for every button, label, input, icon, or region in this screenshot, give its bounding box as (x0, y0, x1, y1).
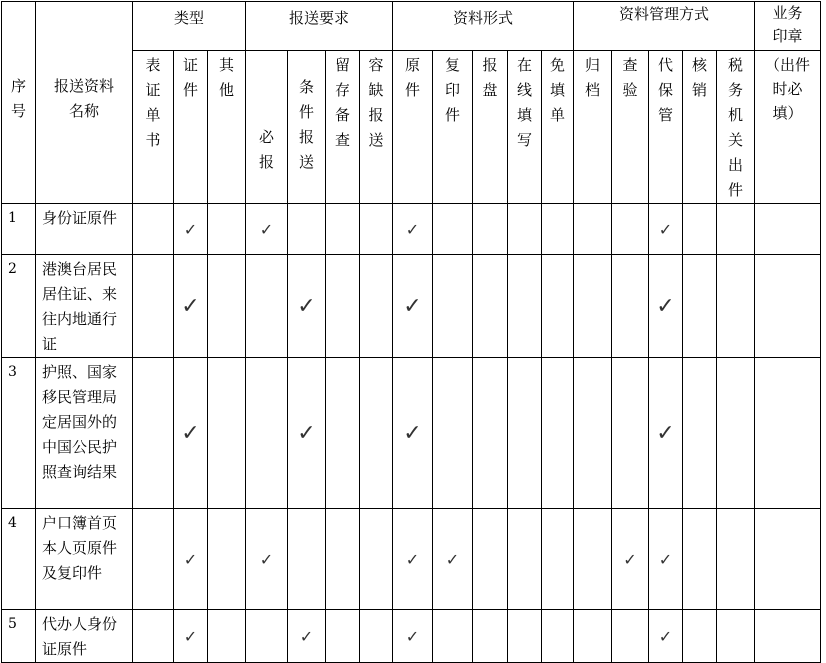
row-material-name: 港澳台居民居住证、来往内地通行证 (36, 255, 133, 358)
row-seq: 3 (2, 358, 36, 509)
check-cell (360, 509, 393, 610)
check-mark-icon: ✓ (656, 293, 675, 319)
check-cell (133, 204, 174, 255)
header-col-certificate: 证件 (174, 51, 208, 204)
header-col-custody: 代保管 (649, 51, 683, 204)
header-col-conditional: 条件报送 (288, 51, 326, 204)
header-col-form: 表证单书 (133, 51, 174, 204)
table-row (2, 255, 821, 358)
check-cell (542, 358, 574, 509)
check-mark-icon: ✓ (405, 549, 420, 569)
row-seq: 1 (2, 204, 36, 255)
check-cell (174, 358, 208, 509)
check-mark-icon: ✓ (403, 293, 422, 319)
header-col-verify: 查验 (612, 51, 649, 204)
check-cell (174, 610, 208, 663)
check-cell (360, 358, 393, 509)
check-cell (326, 610, 360, 663)
check-cell (208, 610, 246, 663)
check-cell (542, 509, 574, 610)
check-cell (393, 509, 433, 610)
check-cell (393, 358, 433, 509)
check-cell (133, 509, 174, 610)
check-cell (246, 509, 288, 610)
check-cell (508, 358, 542, 509)
check-cell (174, 255, 208, 358)
check-cell (433, 610, 473, 663)
check-cell (649, 610, 683, 663)
check-mark-icon: ✓ (299, 626, 314, 646)
check-mark-icon: ✓ (259, 549, 274, 569)
check-cell (717, 204, 755, 255)
header-seq: 序号 (2, 2, 36, 204)
check-cell (433, 358, 473, 509)
check-mark-icon: ✓ (623, 549, 637, 569)
check-cell (717, 358, 755, 509)
check-cell (174, 204, 208, 255)
check-cell (649, 358, 683, 509)
check-cell (574, 255, 612, 358)
check-cell (473, 255, 508, 358)
header-col-online: 在线填写 (508, 51, 542, 204)
check-cell (508, 509, 542, 610)
check-cell (208, 204, 246, 255)
check-cell (433, 204, 473, 255)
check-cell (246, 358, 288, 509)
header-col-original: 原件 (393, 51, 433, 204)
check-cell (246, 255, 288, 358)
check-cell (612, 509, 649, 610)
check-mark-icon: ✓ (183, 626, 198, 646)
check-mark-icon: ✓ (297, 420, 316, 446)
header-form-group: 资料形式 (393, 2, 574, 51)
header-requirement-group: 报送要求 (246, 2, 393, 51)
row-seal-cell (755, 204, 821, 255)
header-col-disk: 报盘 (473, 51, 508, 204)
check-mark-icon: ✓ (658, 219, 673, 239)
row-seal-cell (755, 358, 821, 509)
check-cell (208, 509, 246, 610)
check-cell (508, 255, 542, 358)
check-cell (433, 509, 473, 610)
check-cell (133, 610, 174, 663)
check-cell (683, 204, 717, 255)
row-material-name: 户口簿首页本人页原件及复印件 (36, 509, 133, 610)
check-cell (473, 358, 508, 509)
check-cell (683, 358, 717, 509)
header-management-group: 资料管理方式 (574, 2, 755, 51)
check-cell (683, 509, 717, 610)
check-cell (542, 610, 574, 663)
header-col-copy: 复印件 (433, 51, 473, 204)
row-seal-cell (755, 509, 821, 610)
check-cell (174, 509, 208, 610)
row-seq: 2 (2, 255, 36, 358)
header-col-no-form: 免填单 (542, 51, 574, 204)
check-cell (683, 610, 717, 663)
check-mark-icon: ✓ (405, 626, 420, 646)
check-cell (133, 358, 174, 509)
check-cell (683, 255, 717, 358)
check-cell (326, 255, 360, 358)
materials-table (1, 1, 821, 663)
header-col-archive: 归档 (574, 51, 612, 204)
row-seq: 4 (2, 509, 36, 610)
check-cell (433, 255, 473, 358)
check-cell (508, 610, 542, 663)
check-mark-icon: ✓ (403, 420, 422, 446)
table-row (2, 610, 821, 663)
check-cell (612, 255, 649, 358)
check-mark-icon: ✓ (658, 549, 673, 569)
row-seal-cell (755, 610, 821, 663)
check-cell (288, 204, 326, 255)
check-cell (717, 610, 755, 663)
check-mark-icon: ✓ (445, 549, 460, 569)
check-mark-icon: ✓ (183, 219, 198, 239)
check-cell (542, 255, 574, 358)
check-cell (246, 204, 288, 255)
check-cell (649, 255, 683, 358)
check-cell (326, 204, 360, 255)
check-cell (393, 204, 433, 255)
header-col-other: 其他 (208, 51, 246, 204)
check-cell (393, 255, 433, 358)
check-cell (393, 610, 433, 663)
check-cell (288, 610, 326, 663)
check-cell (288, 255, 326, 358)
row-material-name: 身份证原件 (36, 204, 133, 255)
check-cell (717, 509, 755, 610)
check-cell (133, 255, 174, 358)
row-material-name: 代办人身份证原件 (36, 610, 133, 663)
check-cell (612, 204, 649, 255)
table-row (2, 204, 821, 255)
header-type-group: 类型 (133, 2, 246, 51)
check-cell (612, 610, 649, 663)
check-cell (288, 358, 326, 509)
check-cell (574, 358, 612, 509)
check-cell (649, 204, 683, 255)
header-name: 报送资料名称 (36, 2, 133, 204)
check-mark-icon: ✓ (656, 420, 675, 446)
check-cell (574, 204, 612, 255)
row-material-name: 护照、国家移民管理局定居国外的中国公民护照查询结果 (36, 358, 133, 509)
table-row (2, 509, 821, 610)
header-seal-note: （出件时必填） (755, 51, 821, 204)
check-cell (473, 204, 508, 255)
check-mark-icon: ✓ (658, 626, 673, 646)
check-cell (208, 255, 246, 358)
check-cell (326, 358, 360, 509)
check-cell (649, 509, 683, 610)
check-cell (288, 509, 326, 610)
header-seal: 业务印章 (755, 2, 821, 51)
row-seal-cell (755, 255, 821, 358)
header-col-cancel: 核销 (683, 51, 717, 204)
table-row (2, 358, 821, 509)
check-cell (612, 358, 649, 509)
check-cell (574, 610, 612, 663)
row-seq: 5 (2, 610, 36, 663)
check-cell (360, 204, 393, 255)
check-mark-icon: ✓ (405, 219, 420, 239)
check-mark-icon: ✓ (181, 420, 200, 446)
check-mark-icon: ✓ (183, 549, 198, 569)
check-mark-icon: ✓ (297, 293, 316, 319)
header-col-retain: 留存备查 (326, 51, 360, 204)
check-mark-icon: ✓ (259, 219, 274, 239)
check-cell (208, 358, 246, 509)
check-cell (326, 509, 360, 610)
check-cell (473, 509, 508, 610)
check-cell (246, 610, 288, 663)
check-cell (473, 610, 508, 663)
check-cell (542, 204, 574, 255)
check-cell (360, 255, 393, 358)
header-col-required: 必报 (246, 51, 288, 204)
check-mark-icon: ✓ (181, 293, 200, 319)
check-cell (360, 610, 393, 663)
check-cell (717, 255, 755, 358)
header-col-tolerance: 容缺报送 (360, 51, 393, 204)
header-col-tax-issue: 税务机关出件 (717, 51, 755, 204)
check-cell (508, 204, 542, 255)
check-cell (574, 509, 612, 610)
